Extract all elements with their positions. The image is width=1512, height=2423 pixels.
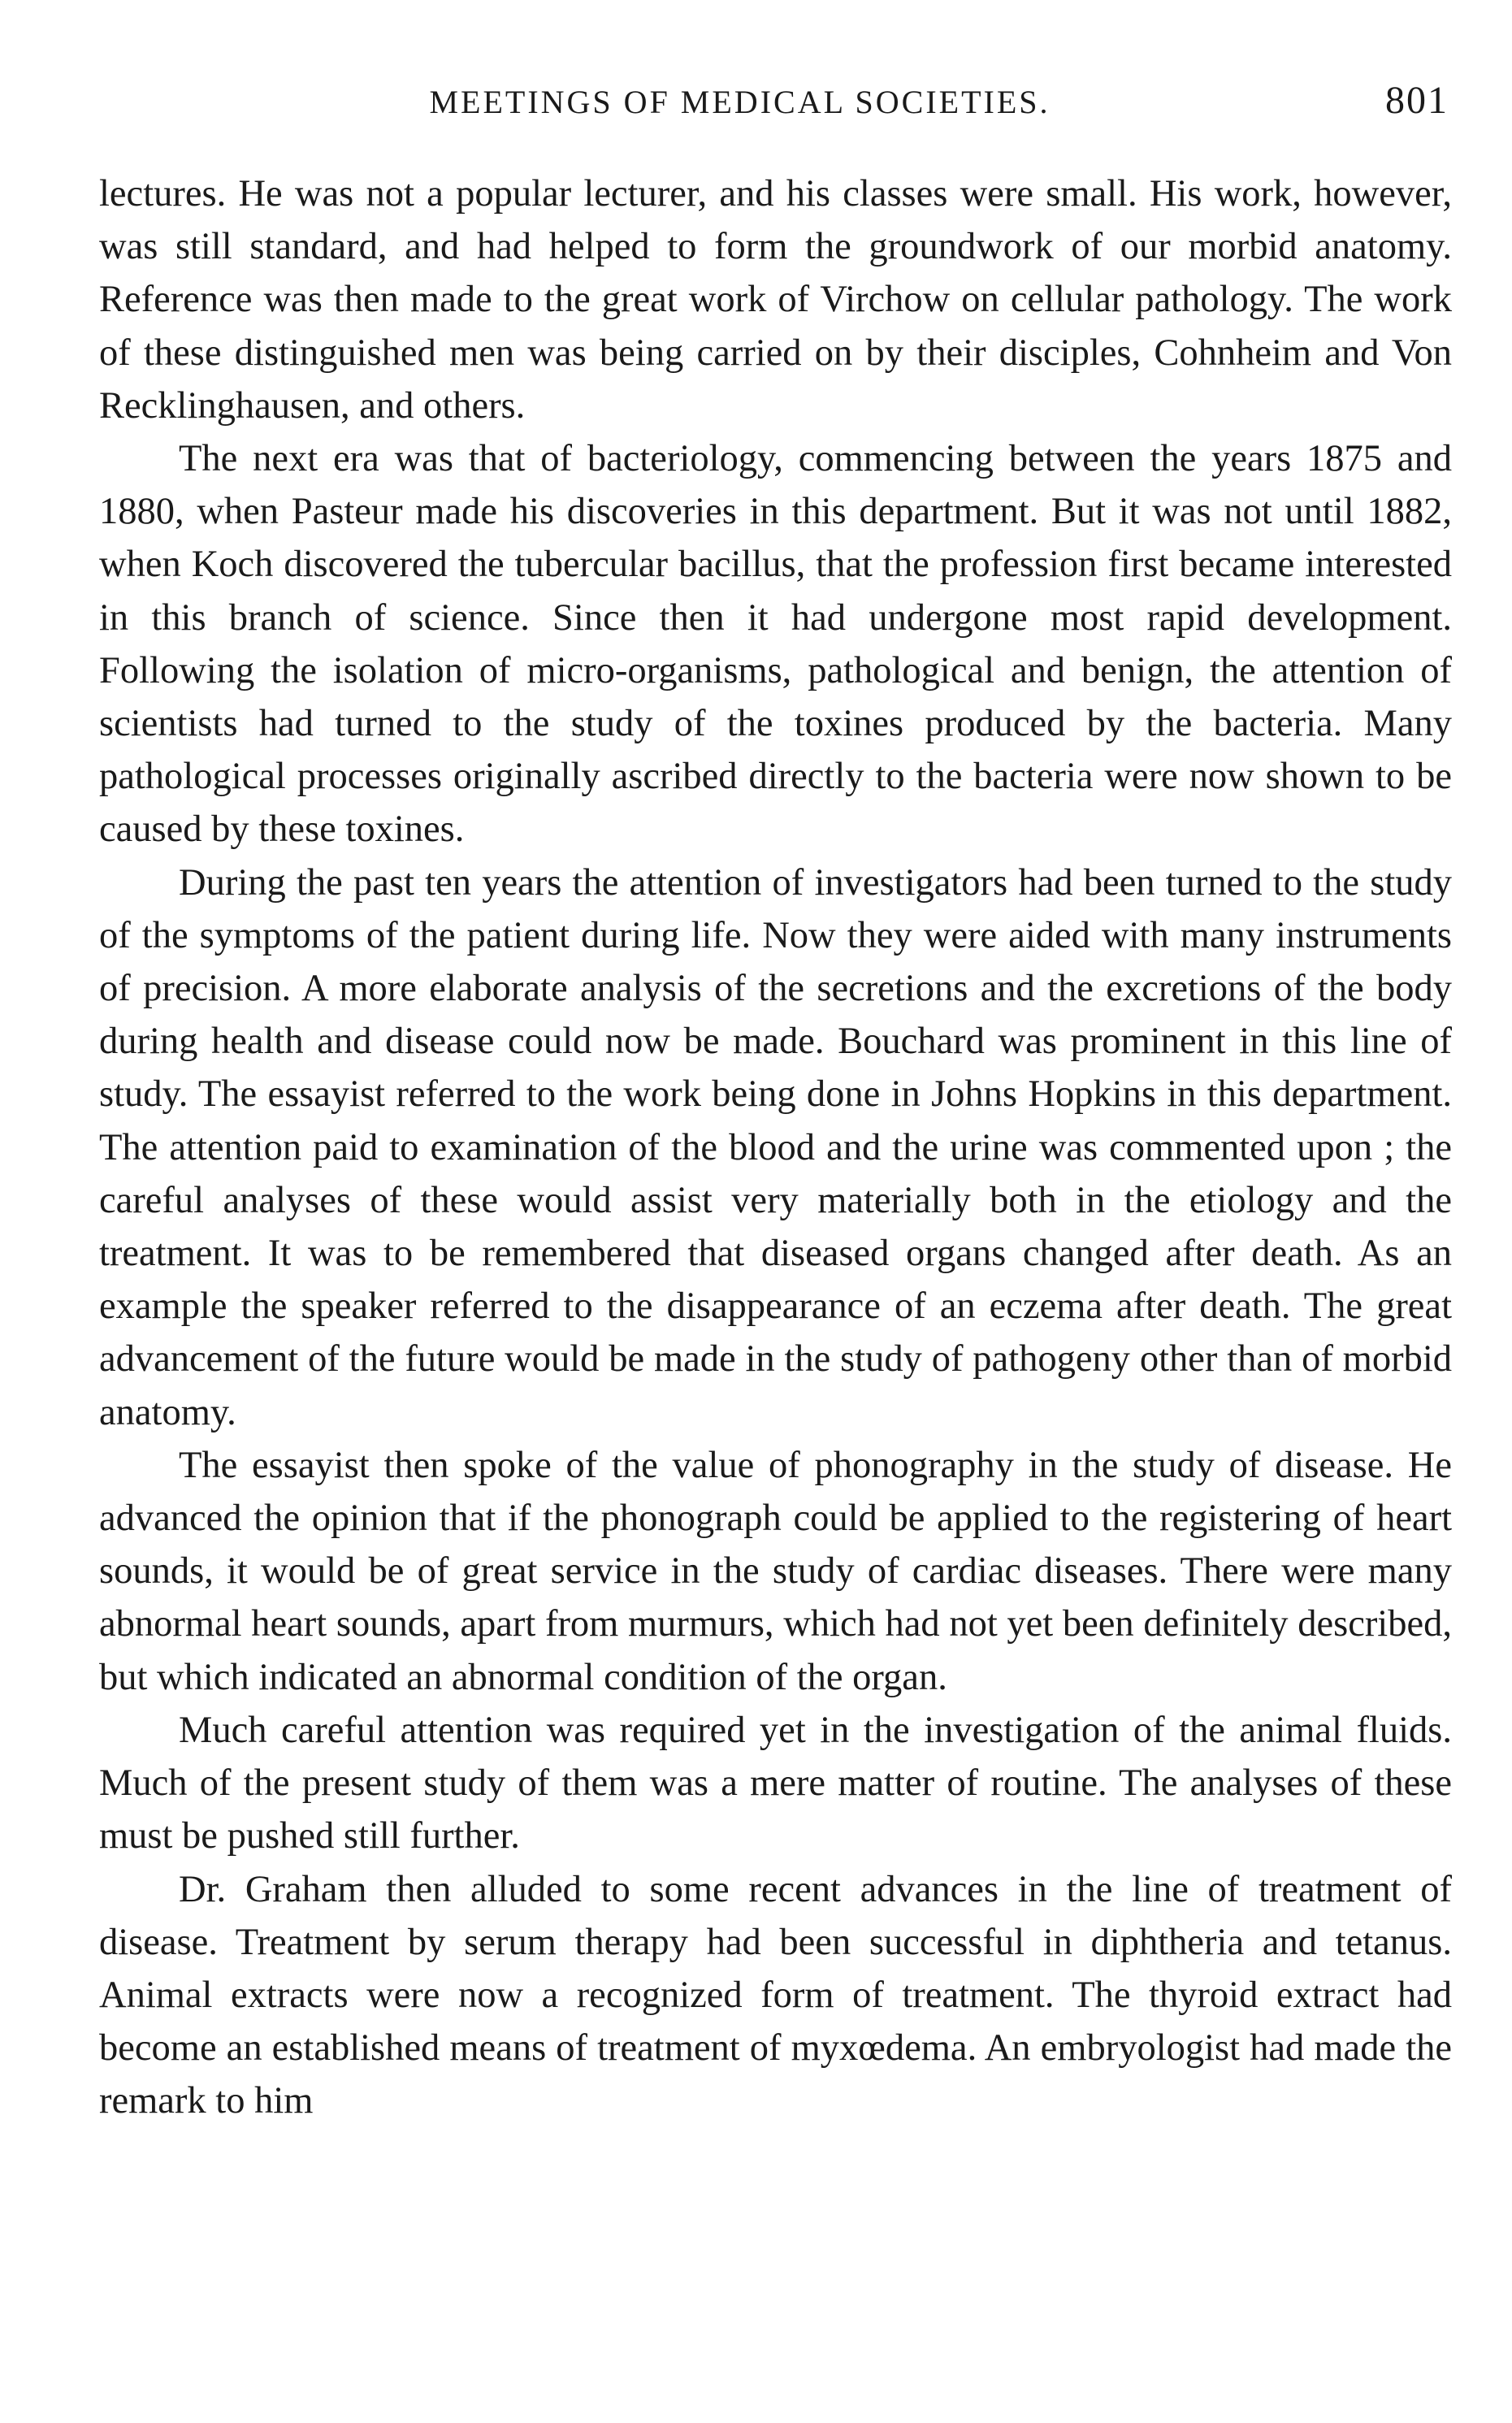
paragraph-phonography: The essayist then spoke of the value of phonography in the study of disease. He advanced the opinion that if the phonograph could be applied to the registering of heart sounds, it would be of great service in the study of cardiac diseases. There were many abnormal heart sounds, apart from murmurs, which had not yet been definitely described, but which indicated an abnormal condition of the organ. [99,1444,1452,1698]
running-title: MEETINGS OF MEDICAL SOCIETIES. [429,84,1051,120]
running-head [104,75,1449,127]
paragraph-symptoms: During the past ten years the attention of investigators had been turned to the study of the symptoms of the patient during life. Now they were aided with many instruments of precision. A more elaborate analysis of the secretions and the excretions of the body during health and disease could now be made. Bouchard was prominent in this line of study. The essayist referred to the work being done in Johns Hopkins in this department. The attention paid to examination of the blood and the urine was commented upon ; the careful analyses of these would assist very materially both in the etiology and the treatment. It was to be remembered that diseased organs changed after death. As an example the speaker referred to the disappearance of an eczema after death. The great advancement of the future would be made in the study of pathogeny other than of morbid anatomy. [99,861,1452,1433]
page-number: 801 [1385,79,1449,122]
paragraph-continued: lectures. He was not a popular lecturer, and his classes were small. His work, however, was still standard, and had helped to form the groundwork of our morbid anatomy. Reference was then made to the great work of Virchow on cellular pathology. The work of these distinguished men was being carried on by their disciples, Cohnheim and Von Recklinghausen, and others. [99,173,1452,427]
paragraph-animal-fluids: Much careful attention was required yet in the investigation of the animal fluids. Much of the present study of them was a mere matter of routine. The analyses of these must be pushed still further. [99,1709,1452,1857]
paragraph-treatment: Dr. Graham then alluded to some recent advances in the line of treatment of disease. Treatment by serum therapy had been successful in diphtheria and tetanus. Animal extracts were now a recognized form of treatment. The thyroid extract had become an established means of treatment of myxœdema. An embryologist had made the remark to him [99,1868,1452,2122]
paragraph-bacteriology: The next era was that of bacteriology, commencing between the years 1875 and 1880, when Pasteur made his discoveries in this department. But it was not until 1882, when Koch discovered the tubercular bacillus, that the profession first became interested in this branch of science. Since then it had undergone most rapid development. Following the isolation of micro-organisms, pathological and benign, the attention of scientists had turned to the study of the toxines produced by the bacteria. Many pathological processes originally ascribed directly to the bacteria were now shown to be caused by these toxines. [99,438,1452,851]
body-text [99,167,1452,2128]
